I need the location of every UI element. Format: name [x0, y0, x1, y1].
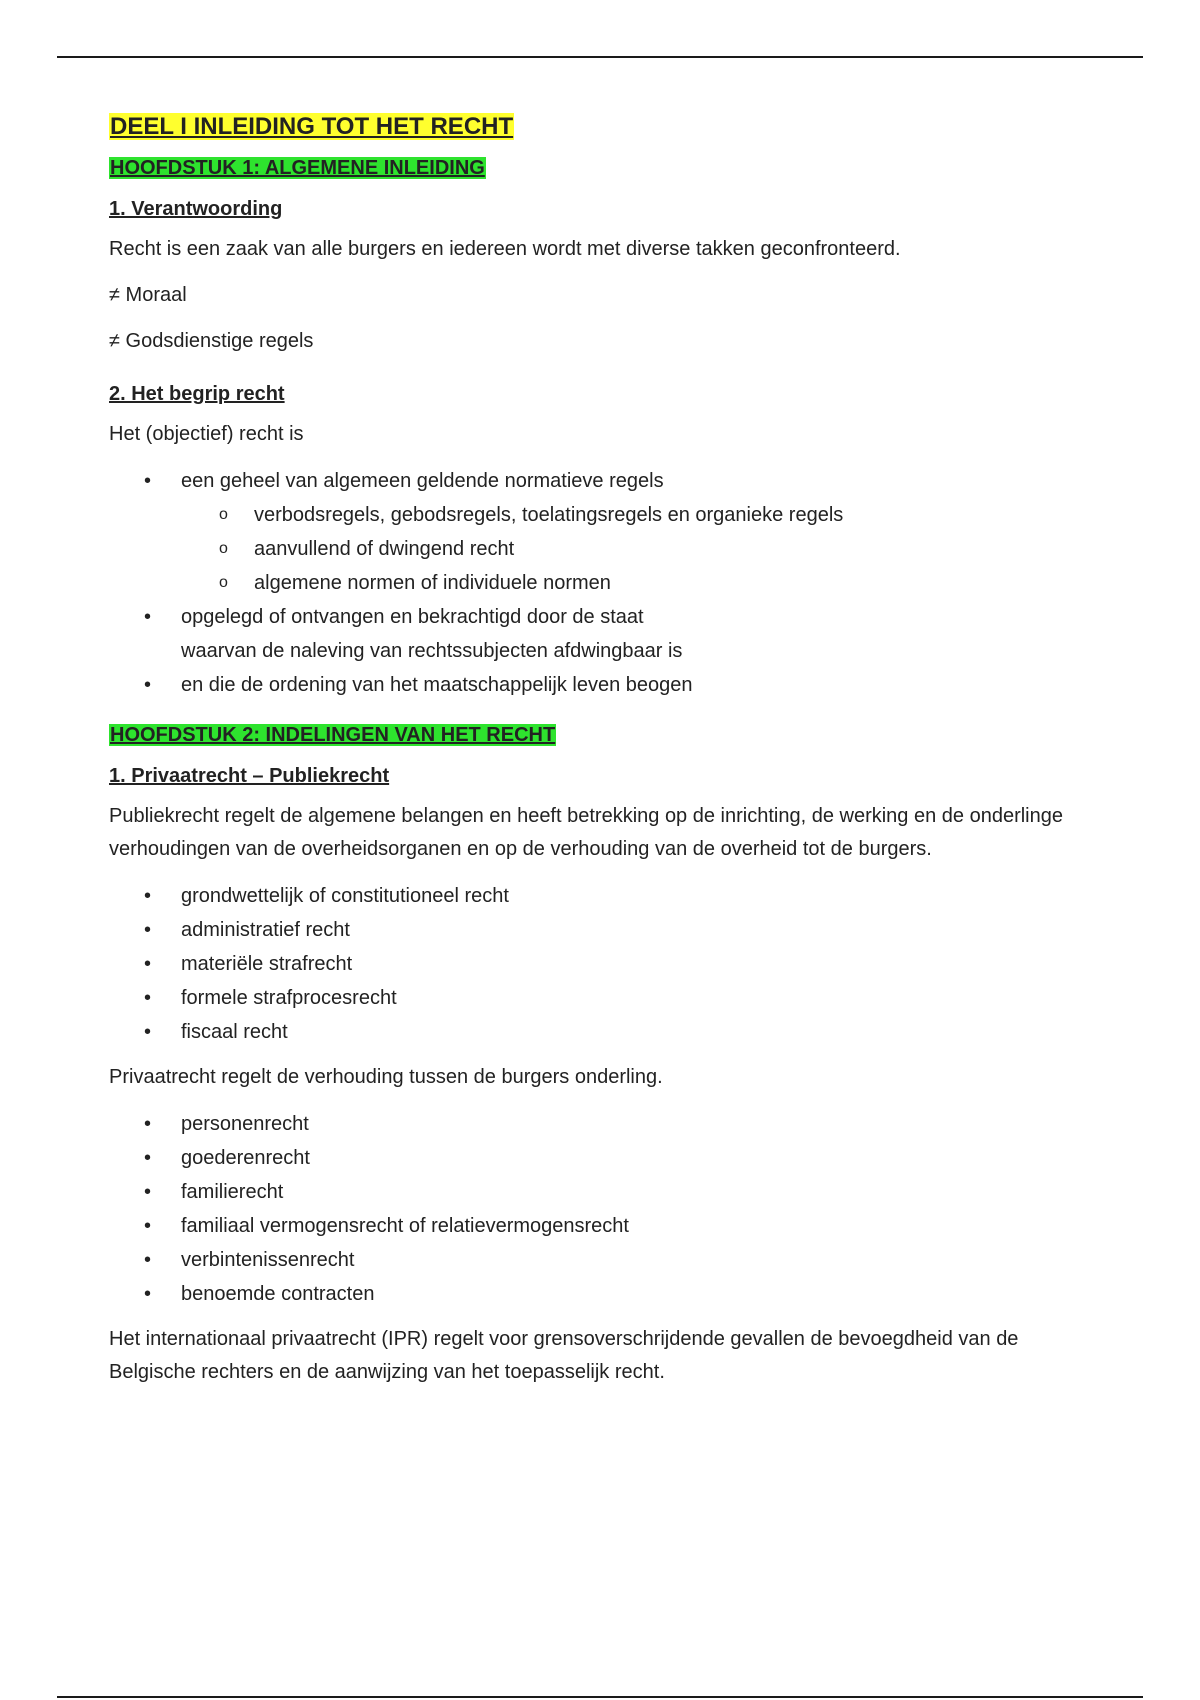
bullet-icon: • [144, 470, 152, 492]
section-begrip-recht-title: 2. Het begrip recht [109, 383, 285, 405]
list-item: • personenrecht [109, 1107, 1099, 1141]
section-verantwoording-title: 1. Verantwoording [109, 198, 283, 220]
sub-list [181, 498, 1099, 600]
list-item: • een geheel van algemeen geldende normatieve regels o verbodsregels, gebodsregels, toelatingsregels en organieke regels o aanvullend of dwingend recht o algemene normen of individuele normen [109, 464, 1099, 600]
bullet-icon: • [144, 953, 152, 975]
bullet-icon: • [144, 1113, 152, 1135]
section-privaat-publiek-title: 1. Privaatrecht – Publiekrecht [109, 765, 390, 787]
circle-bullet-icon: o [219, 574, 228, 591]
bullet-icon: • [144, 1249, 152, 1271]
paragraph: Het internationaal privaatrecht (IPR) regelt voor grensoverschrijdende gevallen de bevoegdheid van de Belgische rechters en de aanwijzing van het toepasselijk recht. [109, 1328, 1019, 1383]
circle-bullet-icon: o [219, 540, 228, 557]
list-item: • familiaal vermogensrecht of relatievermogensrecht [109, 1209, 1099, 1243]
list-item: • grondwettelijk of constitutioneel recht [109, 879, 1099, 913]
top-rule [57, 56, 1143, 58]
bullet-icon: • [144, 1283, 152, 1305]
list-item: • en die de ordening van het maatschappelijk leven beogen [109, 668, 1099, 702]
bullet-icon: • [144, 1181, 152, 1203]
bullet-icon: • [144, 1215, 152, 1237]
list-item: • opgelegd of ontvangen en bekrachtigd door de staat waarvan de naleving van rechtssubjecten afdwingbaar is [109, 600, 1099, 668]
list-item: • fiscaal recht [109, 1015, 1099, 1049]
bullet-icon: • [144, 919, 152, 941]
bullet-list [109, 879, 1099, 1049]
bullet-list [109, 464, 1099, 702]
bullet-icon: • [144, 987, 152, 1009]
bullet-list [109, 1107, 1099, 1311]
neq-moraal: ≠ Moraal [109, 284, 187, 306]
paragraph: Privaatrecht regelt de verhouding tussen de burgers onderling. [109, 1066, 663, 1088]
bullet-icon: • [144, 1147, 152, 1169]
bullet-icon: • [144, 885, 152, 907]
list-item: o aanvullend of dwingend recht [109, 532, 1099, 566]
chapter2-title: HOOFDSTUK 2: INDELINGEN VAN HET RECHT [110, 724, 556, 746]
part-title: DEEL I INLEIDING TOT HET RECHT [110, 113, 514, 140]
neq-godsdienst: ≠ Godsdienstige regels [109, 330, 314, 352]
list-item: • goederenrecht [109, 1141, 1099, 1175]
document-page [109, 105, 1099, 1402]
list-item: • materiële strafrecht [109, 947, 1099, 981]
paragraph: Recht is een zaak van alle burgers en iedereen wordt met diverse takken geconfronteerd. [109, 238, 901, 260]
list-item: o verbodsregels, gebodsregels, toelatingsregels en organieke regels [109, 498, 1099, 532]
bullet-icon: • [144, 1021, 152, 1043]
list-item: • familierecht [109, 1175, 1099, 1209]
bottom-rule [57, 1696, 1143, 1698]
list-item: • formele strafprocesrecht [109, 981, 1099, 1015]
list-item: o algemene normen of individuele normen [109, 566, 1099, 600]
bullet-icon: • [144, 674, 152, 696]
list-item: • benoemde contracten [109, 1277, 1099, 1311]
list-item: • verbintenissenrecht [109, 1243, 1099, 1277]
paragraph: Publiekrecht regelt de algemene belangen en heeft betrekking op de inrichting, de werking en de onderlinge verhoudingen van de overheidsorganen en op de verhouding van de overheid tot de burgers. [109, 805, 1063, 860]
paragraph: Het (objectief) recht is [109, 423, 304, 445]
chapter1-title: HOOFDSTUK 1: ALGEMENE INLEIDING [110, 157, 485, 179]
circle-bullet-icon: o [219, 506, 228, 523]
bullet-icon: • [144, 606, 152, 628]
list-item: • administratief recht [109, 913, 1099, 947]
